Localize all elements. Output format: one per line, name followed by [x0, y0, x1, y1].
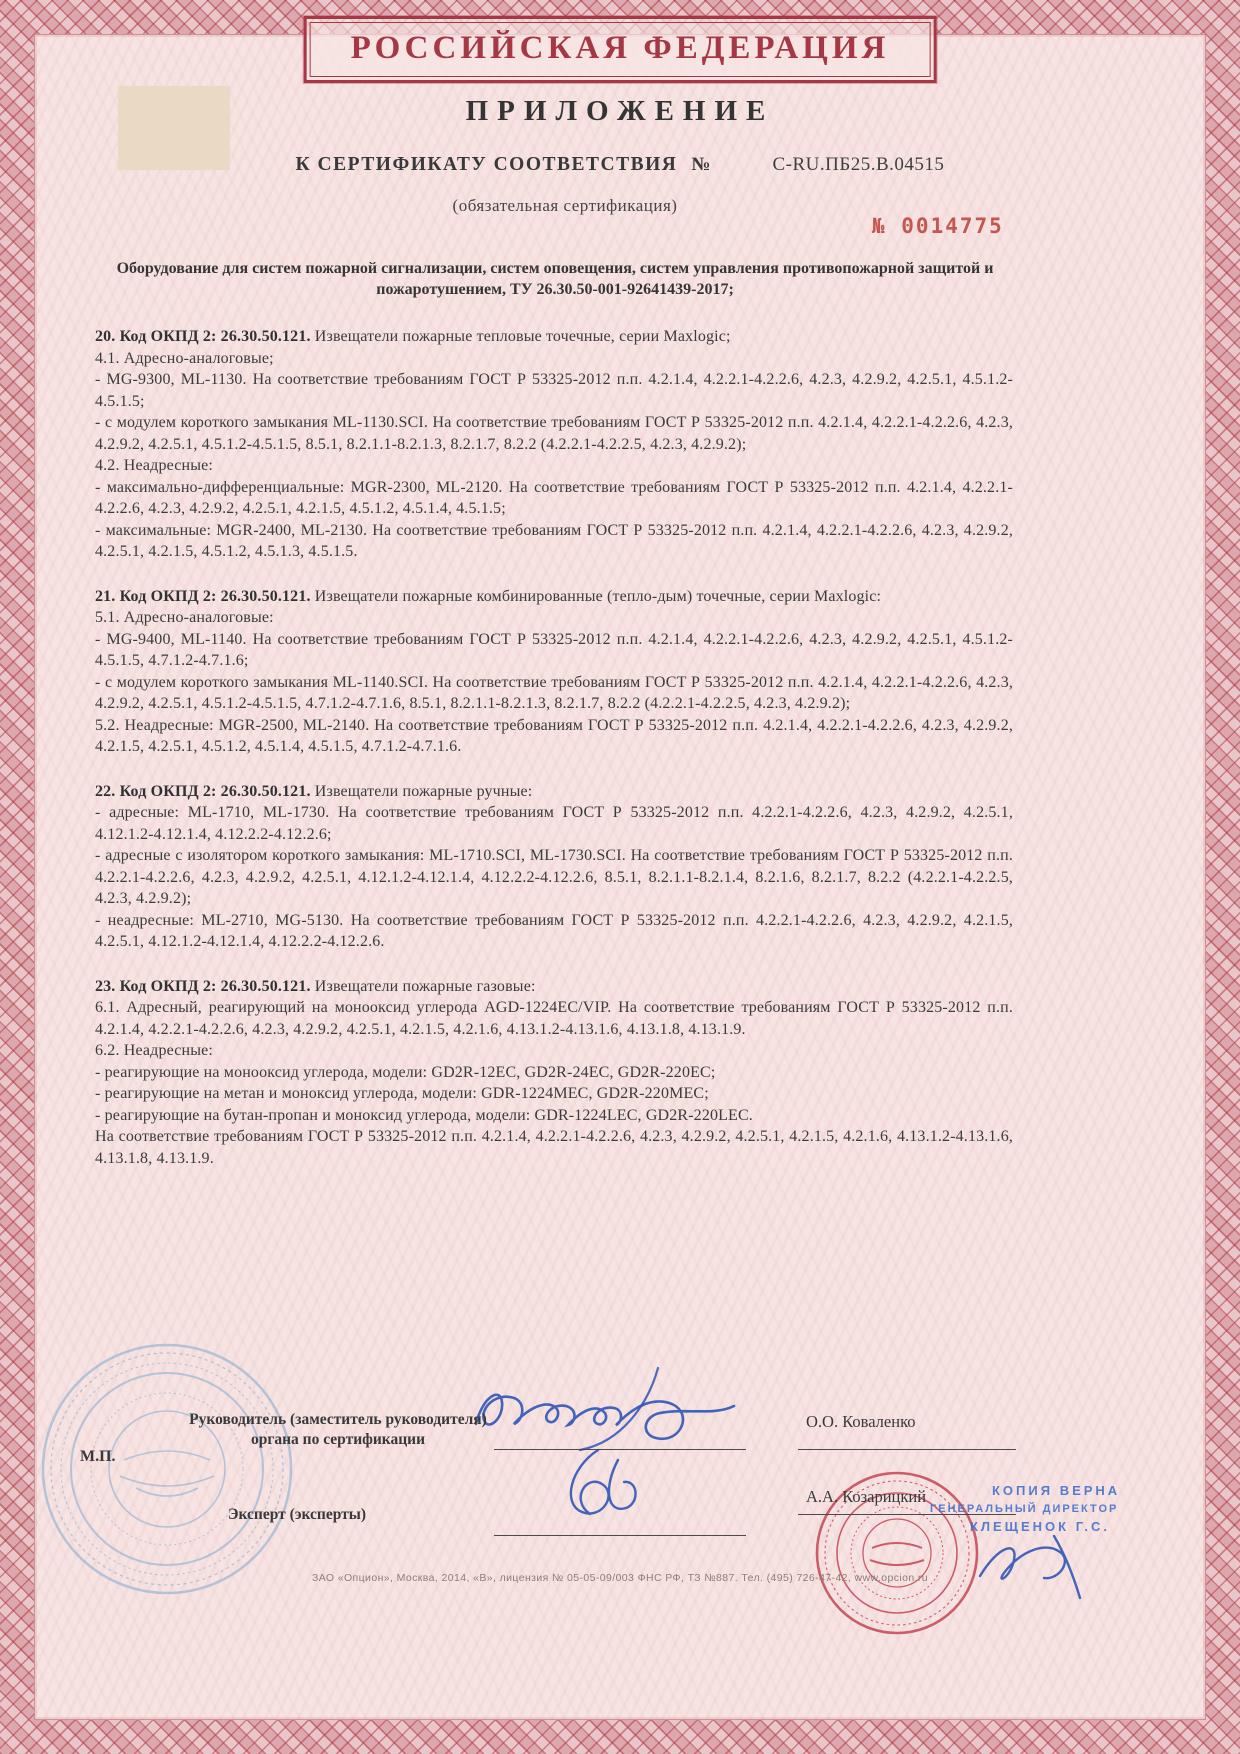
section-okpd-23 [95, 976, 1013, 1170]
copy-stamp-line3: КЛЕЩЕНОК Г.С. [970, 1519, 1111, 1534]
head-of-body-label [168, 1410, 508, 1450]
head-label-line2: органа по сертификации [250, 1431, 426, 1448]
section-paragraph: 6.1. Адресный, реагирующий на монооксид углерода AGD-1224EC/VIP. На соответствие требованиям ГОСТ Р 53325-2012 п.п. 4.2.1.4, 4.2.2.1-4.2.2.6, 4.2.3, 4.2.9.2, 4.2.5.1, 4.2.1.5, 4.2.1.6, 4.13.1.2-4.13.1.6, 4.13.1.8, 4.13.1.9. [95, 999, 1013, 1038]
certificate-subtitle: К СЕРТИФИКАТУ СООТВЕТСТВИЯ [295, 154, 678, 175]
stamp-place-label: М.П. [80, 1448, 116, 1465]
expert-label: Эксперт (эксперты) [228, 1506, 367, 1523]
header-banner [304, 16, 937, 83]
section-paragraph: - реагирующие на метан и моноксид углерода, модели: GDR-1224MEC, GD2R-220MEC; [95, 1085, 709, 1102]
section-paragraph: - реагирующие на монооксид углерода, модели: GD2R-12EC, GD2R-24EC, GD2R-220EC; [95, 1063, 716, 1081]
section-paragraph: - с модулем короткого замыкания ML-1130.SCI. На соответствие требованиям ГОСТ Р 53325-2012 п.п. 4.2.1.4, 4.2.2.1-4.2.2.6, 4.2.3, 4.2.9.2, 4.2.5.1, 4.5.1.2-4.5.1.5, 8.5.1, 8.2.1.1-8.2.1.3, 8.2.1.7, 8.2.2 (4.2.2.1-4.2.2.5, 4.2.3, 4.2.9.2); [95, 414, 1013, 453]
section-code: 21. Код ОКПД 2: 26.30.50.121. [95, 587, 311, 605]
section-paragraph: - реагирующие на бутан-пропан и моноксид углерода, модели: GDR-1224LEC, GD2R-220LEC. [95, 1106, 753, 1124]
section-code: 23. Код ОКПД 2: 26.30.50.121. [95, 977, 311, 995]
section-paragraph: - адресные: ML-1710, ML-1730. На соответствие требованиям ГОСТ Р 53325-2012 п.п. 4.2.2.1-4.2.2.6, 4.2.3, 4.2.9.2, 4.2.5.1, 4.12.1.2-4.12.1.4, 4.12.2.2-4.12.2.6; [95, 804, 1013, 843]
section-paragraph: - MG-9400, ML-1140. На соответствие требованиям ГОСТ Р 53325-2012 п.п. 4.2.1.4, 4.2.2.1-4.2.2.6, 4.2.3, 4.2.9.2, 4.2.5.1, 4.5.1.2-4.5.1.5, 4.7.1.2-4.7.1.6; [95, 630, 1013, 669]
section-okpd-20 [95, 326, 1013, 563]
intro-paragraph: Оборудование для систем пожарной сигнализации, систем оповещения, систем управления противопожарной защитой и пожаротушением, ТУ 26.30.50-001-92641439-2017; [116, 260, 994, 298]
section-paragraph: - максимально-дифференциальные: MGR-2300, ML-2120. На соответствие требованиям ГОСТ Р 53325-2012 п.п. 4.2.1.4, 4.2.2.1-4.2.2.6, 4.2.3, 4.2.9.2, 4.2.5.1, 4.2.1.5, 4.5.1.2, 4.5.1.4, 4.5.1.5; [95, 478, 1013, 517]
section-heading [95, 586, 1013, 608]
section-paragraph: - неадресные: ML-2710, MG-5130. На соответствие требованиям ГОСТ Р 53325-2012 п.п. 4.2.2.1-4.2.2.6, 4.2.3, 4.2.9.2, 4.2.1.5, 4.2.5.1, 4.12.1.2-4.12.1.4, 4.12.2.2-4.12.2.6. [95, 911, 1013, 950]
section-okpd-21 [95, 586, 1013, 758]
section-code: 22. Код ОКПД 2: 26.30.50.121. [95, 782, 311, 800]
section-paragraph: 6.2. Неадресные: [95, 1042, 213, 1059]
copy-true-stamp [930, 1482, 1210, 1536]
blue-round-stamp-icon [36, 1338, 298, 1600]
number-sign: № [691, 154, 711, 175]
section-paragraph: 4.2. Неадресные: [95, 457, 213, 474]
head-label-line1: Руководитель (заместитель руководителя) [189, 1411, 487, 1428]
section-title: Извещатели пожарные ручные: [310, 782, 533, 800]
head-name-line [798, 1449, 1016, 1450]
section-paragraph: 5.2. Неадресные: MGR-2500, ML-2140. На соответствие требованиям ГОСТ Р 53325-2012 п.п. 4.2.1.4, 4.2.2.1-4.2.2.6, 4.2.3, 4.2.9.2, 4.2.1.5, 4.2.5.1, 4.5.1.2, 4.5.1.4, 4.5.1.5, 4.7.1.2-4.7.1.6. [95, 716, 1013, 755]
content-area [95, 326, 1013, 1192]
section-paragraph: 5.1. Адресно-аналоговые: [95, 609, 274, 626]
expert-signature-line [494, 1535, 746, 1536]
section-paragraph: - MG-9300, ML-1130. На соответствие требованиям ГОСТ Р 53325-2012 п.п. 4.2.1.4, 4.2.2.1-4.2.2.6, 4.2.3, 4.2.9.2, 4.2.5.1, 4.5.1.2-4.5.1.5; [95, 371, 1013, 410]
expert-signature-icon [540, 1442, 670, 1542]
signature-block [0, 1330, 1240, 1720]
section-code: 20. Код ОКПД 2: 26.30.50.121. [95, 328, 311, 345]
section-paragraph: 4.1. Адресно-аналоговые; [95, 349, 274, 367]
section-okpd-22 [95, 781, 1013, 953]
head-name: О.О. Коваленко [806, 1412, 916, 1431]
copy-stamp-line2: ГЕНЕРАЛЬНЫЙ ДИРЕКТОР [930, 1503, 1119, 1515]
section-paragraph: - адресные с изолятором короткого замыкания: ML-1710.SCI, ML-1730.SCI. На соответствие требованиям ГОСТ Р 53325-2012 п.п. 4.2.2.1-4.2.2.6, 4.2.3, 4.2.9.2, 4.2.5.1, 4.12.1.2-4.12.1.4, 4.12.2.2-4.12.2.6, 8.5.1, 8.2.1.1-8.2.1.4, 8.2.1.6, 8.2.1.7, 8.2.2 (4.2.2.1-4.2.2.5, 4.2.3, 4.2.9.2); [95, 847, 1013, 907]
section-title: Извещатели пожарные комбинированные (тепло-дым) точечные, серии Maxlogic: [310, 587, 882, 605]
section-paragraph: - максимальные: MGR-2400, ML-2130. На соответствие требованиям ГОСТ Р 53325-2012 п.п. 4.2.1.4, 4.2.2.1-4.2.2.6, 4.2.3, 4.2.9.2, 4.2.5.1, 4.2.1.5, 4.5.1.2, 4.5.1.3, 4.5.1.5. [95, 521, 1013, 560]
form-number: № 0014775 [872, 214, 1004, 238]
section-heading [95, 976, 1013, 998]
certification-type: (обязательная сертификация) [452, 196, 678, 215]
country-title: РОССИЙСКАЯ ФЕДЕРАЦИЯ [310, 22, 931, 77]
section-title: Извещатели пожарные газовые: [310, 977, 536, 995]
section-heading [95, 326, 1013, 348]
section-heading [95, 781, 1013, 803]
certificate-number: C-RU.ПБ25.В.04515 [772, 154, 945, 175]
section-title: Извещатели пожарные тепловые точечные, серии Maxlogic; [310, 328, 731, 345]
certificate-subtitle-row [0, 154, 1240, 176]
head-signature-line [494, 1449, 746, 1450]
printer-imprint: ЗАО «Опцион», Москва, 2014, «В», лицензия № 05-05-09/003 ФНС РФ, ТЗ №887. Тел. (495) 726-47-42, www.opcion.ru [311, 1572, 929, 1584]
section-paragraph: - с модулем короткого замыкания ML-1140.SCI. На соответствие требованиям ГОСТ Р 53325-2012 п.п. 4.2.1.4, 4.2.2.1-4.2.2.6, 4.2.3, 4.2.9.2, 4.2.5.1, 4.5.1.2-4.5.1.5, 4.7.1.2-4.7.1.6, 8.5.1, 8.2.1.1-8.2.1.3, 8.2.1.7, 8.2.2 (4.2.2.1-4.2.2.5, 4.2.3, 4.2.9.2); [95, 673, 1013, 712]
expert-name: А.А. Козарицкий [806, 1487, 927, 1506]
section-paragraph: На соответствие требованиям ГОСТ Р 53325-2012 п.п. 4.2.1.4, 4.2.2.1-4.2.2.6, 4.2.3, 4.2.9.2, 4.2.5.1, 4.2.1.5, 4.2.1.6, 4.13.1.2-4.13.1.6, 4.13.1.8, 4.13.1.9. [95, 1128, 1013, 1167]
page-title: ПРИЛОЖЕНИЕ [465, 95, 775, 127]
copy-stamp-line1: КОПИЯ ВЕРНА [992, 1483, 1121, 1498]
